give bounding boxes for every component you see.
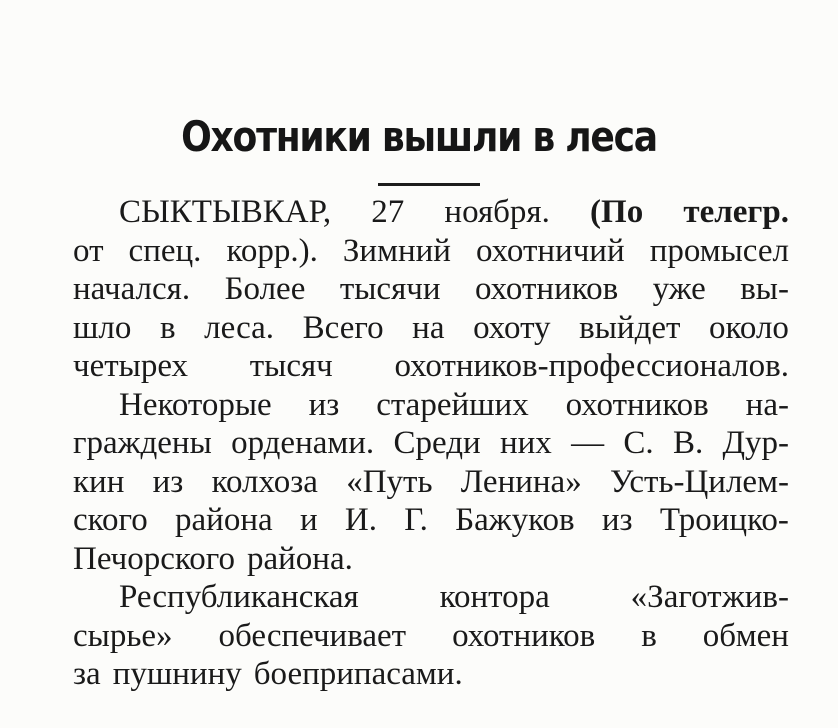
- word: СЫКТЫВКАР,: [119, 194, 332, 230]
- word: на: [412, 309, 445, 346]
- word: охоту: [473, 309, 551, 346]
- word: В.: [672, 425, 704, 461]
- word: И.: [344, 502, 377, 538]
- text-line: [73, 578, 789, 617]
- word: обеспечивает: [218, 617, 407, 654]
- word: тысячи: [339, 271, 441, 307]
- article-body: [73, 193, 789, 694]
- word: них: [499, 425, 552, 461]
- word: выйдет: [579, 309, 681, 346]
- text-line: [73, 424, 789, 463]
- word: промысел: [649, 232, 789, 269]
- word: за: [73, 656, 101, 692]
- word: вы-: [740, 271, 789, 307]
- word: в: [641, 617, 657, 654]
- text-line: [73, 270, 789, 309]
- text-line: [73, 232, 789, 271]
- word: обмен: [702, 617, 789, 654]
- text-line: [73, 501, 789, 540]
- word: начался.: [73, 271, 191, 307]
- word: Среди: [393, 425, 481, 461]
- text-line: [73, 617, 789, 656]
- word: уже: [652, 271, 706, 307]
- word: тысяч: [249, 348, 333, 384]
- word: охотников: [565, 386, 709, 423]
- word: боеприпасами.: [253, 656, 463, 692]
- text-line: [73, 386, 789, 425]
- word: (По: [590, 194, 644, 230]
- word: граждены: [73, 425, 212, 461]
- word: четырех: [73, 348, 189, 384]
- text-line: [73, 309, 789, 348]
- paragraph-2: [73, 386, 789, 579]
- word: района: [175, 502, 273, 538]
- headline-divider: [378, 183, 480, 186]
- word: на-: [745, 386, 789, 423]
- word: —: [571, 425, 605, 461]
- word: и: [299, 502, 318, 538]
- word: охотников-профессионалов.: [394, 348, 789, 384]
- word: пушнину: [112, 656, 242, 692]
- text-line: [73, 655, 789, 694]
- word: леса.: [204, 309, 275, 346]
- word: Троицко-: [659, 502, 789, 538]
- word: колхоза: [211, 463, 318, 500]
- word: Некоторые: [119, 386, 272, 423]
- word: орденами.: [231, 425, 375, 461]
- word: сырье»: [73, 617, 173, 654]
- word: Усть-Цилем-: [609, 463, 789, 500]
- word: Ленина»: [460, 463, 582, 500]
- text-line: [73, 463, 789, 502]
- word: кин: [73, 463, 125, 500]
- word: шло: [73, 309, 132, 346]
- word: Всего: [302, 309, 384, 346]
- word: «Путь: [346, 463, 433, 500]
- word: Дур-: [722, 425, 789, 461]
- word: Печорского: [73, 540, 235, 577]
- word: контора: [439, 579, 550, 615]
- word: из: [601, 502, 633, 538]
- word: старейших: [376, 386, 529, 423]
- word: ского: [73, 502, 148, 538]
- word: 27: [371, 194, 405, 230]
- word: Бажуков: [455, 502, 575, 538]
- word: около: [709, 309, 789, 346]
- text-line: [73, 347, 789, 386]
- paragraph-1: [73, 193, 789, 386]
- word: района.: [246, 540, 353, 577]
- word: охотников: [452, 617, 596, 654]
- word: Г.: [404, 502, 428, 538]
- word: из: [152, 463, 184, 500]
- text-line: [73, 540, 789, 579]
- article-headline: Охотники вышли в леса: [181, 112, 657, 161]
- word: охотников: [475, 271, 619, 307]
- word: телегр.: [683, 194, 789, 230]
- word: Зимний: [342, 232, 451, 269]
- text-line: [73, 193, 789, 232]
- word: С.: [623, 425, 654, 461]
- paragraph-3: [73, 578, 789, 694]
- word: от: [73, 232, 104, 269]
- word: Республиканская: [119, 579, 359, 615]
- word: из: [308, 386, 340, 423]
- word: спец.: [128, 232, 202, 269]
- word: ноября.: [444, 194, 550, 230]
- word: Более: [224, 271, 306, 307]
- word: корр.).: [226, 232, 318, 269]
- word: «Заготжив-: [630, 579, 789, 615]
- word: охотничий: [475, 232, 625, 269]
- word: в: [159, 309, 176, 346]
